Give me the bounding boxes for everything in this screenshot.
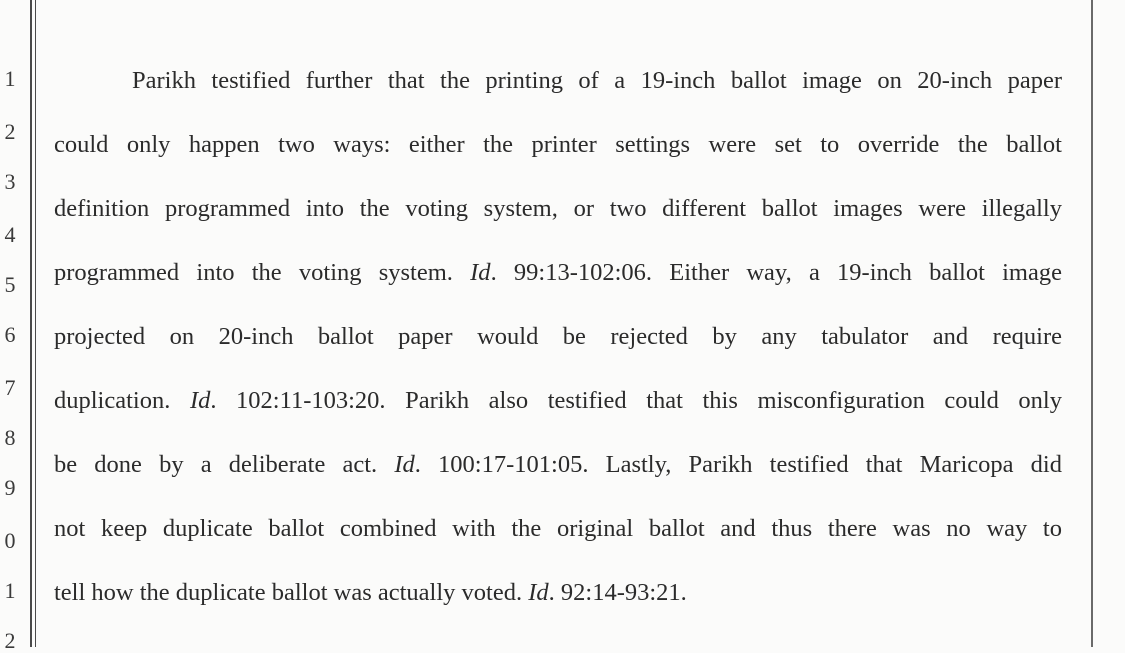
text-run: programmed into the voting system. <box>54 259 471 286</box>
text-run: definition programmed into the voting system, or two different ballot images were illegally <box>54 195 1062 222</box>
text-run: tell how the duplicate ballot was actually voted. <box>54 579 529 606</box>
line-number: 5 <box>4 272 16 297</box>
line-number: 9 <box>4 475 16 500</box>
text-line <box>54 197 1062 222</box>
text-line <box>54 581 1062 606</box>
citation-id: Id <box>394 451 415 478</box>
text-run: . 102:11-103:20. Parikh also testified that this misconfiguration could only <box>210 387 1062 414</box>
citation-id: Id <box>470 259 491 286</box>
margin-rule-left-inner <box>35 0 36 647</box>
text-line <box>54 389 1062 414</box>
text-run: be done by a deliberate act. <box>54 451 395 478</box>
line-number: 6 <box>4 322 16 347</box>
line-number: 0 <box>4 528 16 553</box>
text-run: could only happen two ways: either the printer settings were set to override the ballot <box>54 131 1062 158</box>
text-run: . 100:17-101:05. Lastly, Parikh testified that Maricopa did <box>414 451 1062 478</box>
text-run: duplication. <box>54 387 190 414</box>
line-number: 4 <box>4 222 16 247</box>
text-run: . 92:14-93:21. <box>548 579 687 606</box>
line-number: 1 <box>4 66 16 91</box>
text-line <box>54 325 1062 350</box>
text-line <box>54 133 1062 158</box>
text-run: . 99:13-102:06. Either way, a 19-inch ballot image <box>490 259 1062 286</box>
margin-rule-right <box>1091 0 1093 647</box>
line-number: 8 <box>4 425 16 450</box>
text-line <box>54 453 1062 478</box>
margin-rule-left-outer <box>30 0 32 647</box>
text-line <box>54 261 1062 286</box>
text-line <box>132 69 1062 94</box>
citation-id: Id <box>528 579 549 606</box>
citation-id: Id <box>189 387 211 414</box>
line-number: 3 <box>4 169 16 194</box>
text-run: not keep duplicate ballot combined with the original ballot and thus there was no way to <box>54 515 1062 542</box>
line-number: 1 <box>4 578 16 603</box>
text-line <box>54 517 1062 542</box>
line-number: 2 <box>4 628 16 653</box>
text-run: projected on 20-inch ballot paper would be rejected by any tabulator and require <box>54 323 1062 350</box>
line-number: 2 <box>4 119 16 144</box>
text-run: Parikh testified further that the printing of a 19-inch ballot image on 20-inch paper <box>132 67 1062 94</box>
line-number: 7 <box>4 375 16 400</box>
